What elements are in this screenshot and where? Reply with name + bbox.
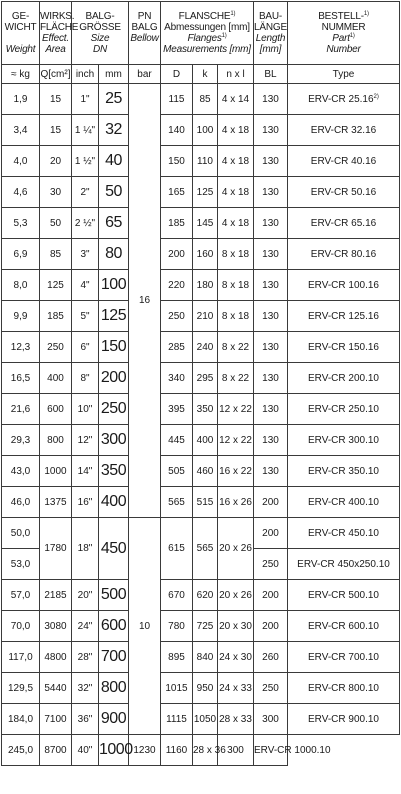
k-cell: 240 xyxy=(193,332,218,363)
unit-weight: ≈ kg xyxy=(2,65,40,84)
area-cell: 1780 xyxy=(40,518,72,580)
d-cell: 895 xyxy=(161,642,193,673)
nxl-cell: 16 x 26 xyxy=(218,487,254,518)
k-cell: 350 xyxy=(193,394,218,425)
inch-cell: 24" xyxy=(72,611,99,642)
weight-cell: 16,5 xyxy=(2,363,40,394)
inch-cell: 10" xyxy=(72,394,99,425)
type-label: ERV-CR 300.10 xyxy=(308,434,379,446)
d-cell: 670 xyxy=(161,580,193,611)
nxl-cell: 20 x 30 xyxy=(218,611,254,642)
weight-cell: 1,9 xyxy=(2,84,40,115)
type-cell xyxy=(288,146,400,177)
table-row xyxy=(2,239,400,270)
weight-cell: 245,0 xyxy=(2,735,40,766)
dn-cell: 50 xyxy=(99,177,129,208)
header-weight: GE- WICHT Weight xyxy=(2,2,40,65)
dn-cell: 25 xyxy=(99,84,129,115)
d-cell: 565 xyxy=(161,487,193,518)
unit-type: Type xyxy=(288,65,400,84)
area-cell: 400 xyxy=(40,363,72,394)
dn-cell: 400 xyxy=(99,487,129,518)
d-cell: 185 xyxy=(161,208,193,239)
weight-cell: 57,0 xyxy=(2,580,40,611)
inch-cell: 1 ¼" xyxy=(72,115,99,146)
weight-cell: 53,0 xyxy=(2,549,40,580)
bl-cell: 300 xyxy=(218,735,254,766)
k-cell: 110 xyxy=(193,146,218,177)
k-cell: 1160 xyxy=(161,735,193,766)
nxl-cell: 16 x 22 xyxy=(218,456,254,487)
inch-cell: 1 ½" xyxy=(72,146,99,177)
unit-area: Q[cm²] xyxy=(40,65,72,84)
unit-nxl: n x l xyxy=(218,65,254,84)
bl-cell: 130 xyxy=(254,456,288,487)
bl-cell: 130 xyxy=(254,425,288,456)
type-cell xyxy=(288,177,400,208)
type-cell xyxy=(288,580,400,611)
d-cell: 285 xyxy=(161,332,193,363)
type-cell xyxy=(254,735,331,766)
k-cell: 295 xyxy=(193,363,218,394)
table-row xyxy=(2,363,400,394)
bl-cell: 130 xyxy=(254,146,288,177)
inch-cell: 18" xyxy=(72,518,99,580)
d-cell: 1115 xyxy=(161,704,193,735)
type-label: ERV-CR 800.10 xyxy=(308,682,379,694)
inch-cell: 8" xyxy=(72,363,99,394)
area-cell: 20 xyxy=(40,146,72,177)
dn-cell: 300 xyxy=(99,425,129,456)
nxl-cell: 4 x 18 xyxy=(218,177,254,208)
type-cell xyxy=(288,456,400,487)
bl-cell: 260 xyxy=(254,642,288,673)
k-cell: 85 xyxy=(193,84,218,115)
inch-cell: 3" xyxy=(72,239,99,270)
unit-bl: BL xyxy=(254,65,288,84)
dn-cell: 150 xyxy=(99,332,129,363)
inch-cell: 36" xyxy=(72,704,99,735)
bl-cell: 130 xyxy=(254,332,288,363)
bl-cell: 250 xyxy=(254,549,288,580)
d-cell: 615 xyxy=(161,518,193,580)
dn-cell: 125 xyxy=(99,301,129,332)
footnote-mark: 2) xyxy=(373,93,379,100)
dn-cell: 32 xyxy=(99,115,129,146)
inch-cell: 16" xyxy=(72,487,99,518)
type-cell xyxy=(288,363,400,394)
type-cell xyxy=(288,301,400,332)
area-cell: 3080 xyxy=(40,611,72,642)
table-row xyxy=(2,115,400,146)
table-row xyxy=(2,673,400,704)
k-cell: 565 xyxy=(193,518,218,580)
dn-cell: 800 xyxy=(99,673,129,704)
pn-cell: 10 xyxy=(129,518,161,735)
bl-cell: 250 xyxy=(254,673,288,704)
area-cell: 600 xyxy=(40,394,72,425)
k-cell: 145 xyxy=(193,208,218,239)
inch-cell: 1" xyxy=(72,84,99,115)
weight-cell: 184,0 xyxy=(2,704,40,735)
type-label: ERV-CR 50.16 xyxy=(310,186,377,198)
type-label: ERV-CR 100.16 xyxy=(308,279,379,291)
dn-cell: 900 xyxy=(99,704,129,735)
d-cell: 165 xyxy=(161,177,193,208)
table-row xyxy=(2,301,400,332)
table-row xyxy=(2,425,400,456)
header-row xyxy=(2,2,400,65)
header-flange: FLANSCHE$^{1)}$ Abmessungen [mm] Flanges$^{1)}$ Measurements [mm] xyxy=(161,2,254,65)
type-label: ERV-CR 400.10 xyxy=(308,496,379,508)
nxl-cell: 12 x 22 xyxy=(218,394,254,425)
k-cell: 460 xyxy=(193,456,218,487)
unit-mm: mm xyxy=(99,65,129,84)
k-cell: 725 xyxy=(193,611,218,642)
inch-cell: 20" xyxy=(72,580,99,611)
type-cell xyxy=(288,487,400,518)
d-cell: 250 xyxy=(161,301,193,332)
table-row xyxy=(2,177,400,208)
nxl-cell: 8 x 18 xyxy=(218,239,254,270)
bl-cell: 130 xyxy=(254,239,288,270)
nxl-cell: 8 x 22 xyxy=(218,363,254,394)
header-order: BESTELL-$^{1)}$ NUMMER Part$^{1)}$ Number xyxy=(288,2,400,65)
weight-cell: 3,4 xyxy=(2,115,40,146)
table-row xyxy=(2,394,400,425)
type-cell xyxy=(288,642,400,673)
type-label: ERV-CR 25.16 xyxy=(308,93,374,105)
type-label: ERV-CR 600.10 xyxy=(308,620,379,632)
k-cell: 1050 xyxy=(193,704,218,735)
bl-cell: 300 xyxy=(254,704,288,735)
bl-cell: 130 xyxy=(254,177,288,208)
unit-inch: inch xyxy=(72,65,99,84)
area-cell: 50 xyxy=(40,208,72,239)
area-cell: 4800 xyxy=(40,642,72,673)
nxl-cell: 8 x 18 xyxy=(218,270,254,301)
nxl-cell: 24 x 33 xyxy=(218,673,254,704)
weight-cell: 5,3 xyxy=(2,208,40,239)
inch-cell: 40" xyxy=(72,735,99,766)
bl-cell: 130 xyxy=(254,115,288,146)
bl-cell: 130 xyxy=(254,208,288,239)
type-label: ERV-CR 32.16 xyxy=(310,124,377,136)
type-label: ERV-CR 1000.10 xyxy=(254,744,331,756)
bl-cell: 130 xyxy=(254,301,288,332)
dn-cell: 600 xyxy=(99,611,129,642)
table-row xyxy=(2,704,400,735)
type-cell xyxy=(288,704,400,735)
d-cell: 445 xyxy=(161,425,193,456)
type-label: ERV-CR 250.10 xyxy=(308,403,379,415)
nxl-cell: 4 x 18 xyxy=(218,115,254,146)
d-cell: 140 xyxy=(161,115,193,146)
bl-cell: 130 xyxy=(254,270,288,301)
area-cell: 8700 xyxy=(40,735,72,766)
nxl-cell: 8 x 22 xyxy=(218,332,254,363)
pn-cell: 16 xyxy=(129,84,161,518)
bl-cell: 200 xyxy=(254,518,288,549)
header-area: WIRKS. FLÄCHE Effect. Area xyxy=(40,2,72,65)
k-cell: 180 xyxy=(193,270,218,301)
weight-cell: 29,3 xyxy=(2,425,40,456)
area-cell: 15 xyxy=(40,115,72,146)
dn-cell: 350 xyxy=(99,456,129,487)
unit-bar: bar xyxy=(129,65,161,84)
type-label: ERV-CR 350.10 xyxy=(308,465,379,477)
dn-cell: 40 xyxy=(99,146,129,177)
table-row xyxy=(2,146,400,177)
inch-cell: 5" xyxy=(72,301,99,332)
weight-cell: 9,9 xyxy=(2,301,40,332)
table-row xyxy=(2,84,400,115)
unit-k: k xyxy=(193,65,218,84)
type-label: ERV-CR 65.16 xyxy=(310,217,377,229)
unit-d: D xyxy=(161,65,193,84)
d-cell: 150 xyxy=(161,146,193,177)
weight-cell: 4,0 xyxy=(2,146,40,177)
nxl-cell: 4 x 18 xyxy=(218,146,254,177)
inch-cell: 12" xyxy=(72,425,99,456)
k-cell: 840 xyxy=(193,642,218,673)
header-pn: PN BALG Bellow xyxy=(129,2,161,65)
nxl-cell: 4 x 14 xyxy=(218,84,254,115)
type-label: ERV-CR 125.16 xyxy=(308,310,379,322)
type-cell xyxy=(288,208,400,239)
weight-cell: 117,0 xyxy=(2,642,40,673)
k-cell: 160 xyxy=(193,239,218,270)
d-cell: 340 xyxy=(161,363,193,394)
weight-cell: 6,9 xyxy=(2,239,40,270)
weight-cell: 21,6 xyxy=(2,394,40,425)
bl-cell: 200 xyxy=(254,487,288,518)
d-cell: 220 xyxy=(161,270,193,301)
table-row xyxy=(2,332,400,363)
weight-cell: 8,0 xyxy=(2,270,40,301)
inch-cell: 2" xyxy=(72,177,99,208)
area-cell: 7100 xyxy=(40,704,72,735)
bl-cell: 130 xyxy=(254,84,288,115)
area-cell: 1375 xyxy=(40,487,72,518)
d-cell: 1230 xyxy=(129,735,161,766)
nxl-cell: 12 x 22 xyxy=(218,425,254,456)
area-cell: 5440 xyxy=(40,673,72,704)
dn-cell: 200 xyxy=(99,363,129,394)
type-cell xyxy=(288,84,400,115)
area-cell: 125 xyxy=(40,270,72,301)
type-cell: ERV-CR 450x250.10 xyxy=(288,549,400,580)
type-cell: ERV-CR 450.10 xyxy=(288,518,400,549)
nxl-cell: 28 x 33 xyxy=(218,704,254,735)
inch-cell: 28" xyxy=(72,642,99,673)
d-cell: 115 xyxy=(161,84,193,115)
area-cell: 2185 xyxy=(40,580,72,611)
type-cell xyxy=(288,611,400,642)
inch-cell: 4" xyxy=(72,270,99,301)
dn-cell: 100 xyxy=(99,270,129,301)
dn-cell: 250 xyxy=(99,394,129,425)
k-cell: 210 xyxy=(193,301,218,332)
weight-cell: 12,3 xyxy=(2,332,40,363)
dn-cell: 80 xyxy=(99,239,129,270)
type-cell xyxy=(288,332,400,363)
inch-cell: 6" xyxy=(72,332,99,363)
inch-cell: 14" xyxy=(72,456,99,487)
nxl-cell: 20 x 26 xyxy=(218,518,254,580)
bl-cell: 130 xyxy=(254,394,288,425)
dimension-table xyxy=(1,1,400,766)
table-row xyxy=(2,487,400,518)
dn-cell: 500 xyxy=(99,580,129,611)
type-label: ERV-CR 700.10 xyxy=(308,651,379,663)
dn-cell: 1000 xyxy=(99,735,129,766)
area-cell: 185 xyxy=(40,301,72,332)
header-length: BAU- LÄNGE Length [mm] xyxy=(254,2,288,65)
type-cell xyxy=(288,673,400,704)
type-label: ERV-CR 200.10 xyxy=(308,372,379,384)
nxl-cell: 20 x 26 xyxy=(218,580,254,611)
dn-cell: 65 xyxy=(99,208,129,239)
bl-cell: 200 xyxy=(254,611,288,642)
inch-cell: 32" xyxy=(72,673,99,704)
weight-cell: 46,0 xyxy=(2,487,40,518)
area-cell: 250 xyxy=(40,332,72,363)
type-cell xyxy=(288,394,400,425)
units-row xyxy=(2,65,400,84)
d-cell: 780 xyxy=(161,611,193,642)
dn-cell: 700 xyxy=(99,642,129,673)
inch-cell: 2 ½" xyxy=(72,208,99,239)
area-cell: 1000 xyxy=(40,456,72,487)
bl-cell: 200 xyxy=(254,580,288,611)
d-cell: 505 xyxy=(161,456,193,487)
table-row xyxy=(2,456,400,487)
k-cell: 515 xyxy=(193,487,218,518)
type-label: ERV-CR 80.16 xyxy=(310,248,377,260)
nxl-cell: 28 x 36 xyxy=(193,735,218,766)
d-cell: 200 xyxy=(161,239,193,270)
dn-cell: 450 xyxy=(99,518,129,580)
weight-cell: 4,6 xyxy=(2,177,40,208)
table-row xyxy=(2,518,400,549)
weight-cell: 50,0 xyxy=(2,518,40,549)
table-row xyxy=(2,735,400,766)
table-row xyxy=(2,270,400,301)
nxl-cell: 24 x 30 xyxy=(218,642,254,673)
area-cell: 15 xyxy=(40,84,72,115)
k-cell: 100 xyxy=(193,115,218,146)
weight-cell: 70,0 xyxy=(2,611,40,642)
weight-cell: 129,5 xyxy=(2,673,40,704)
d-cell: 395 xyxy=(161,394,193,425)
table-row xyxy=(2,580,400,611)
area-cell: 85 xyxy=(40,239,72,270)
k-cell: 125 xyxy=(193,177,218,208)
weight-cell: 43,0 xyxy=(2,456,40,487)
type-cell xyxy=(288,239,400,270)
area-cell: 800 xyxy=(40,425,72,456)
type-label: ERV-CR 900.10 xyxy=(308,713,379,725)
k-cell: 400 xyxy=(193,425,218,456)
header-size: BALG- GRÖSSE Size DN xyxy=(72,2,129,65)
d-cell: 1015 xyxy=(161,673,193,704)
table-row xyxy=(2,208,400,239)
area-cell: 30 xyxy=(40,177,72,208)
table-row xyxy=(2,611,400,642)
type-cell xyxy=(288,270,400,301)
k-cell: 620 xyxy=(193,580,218,611)
type-label: ERV-CR 500.10 xyxy=(308,589,379,601)
nxl-cell: 8 x 18 xyxy=(218,301,254,332)
bl-cell: 130 xyxy=(254,363,288,394)
nxl-cell: 4 x 18 xyxy=(218,208,254,239)
table-row xyxy=(2,642,400,673)
type-label: ERV-CR 150.16 xyxy=(308,341,379,353)
type-label: ERV-CR 40.16 xyxy=(310,155,377,167)
k-cell: 950 xyxy=(193,673,218,704)
type-cell xyxy=(288,115,400,146)
type-cell xyxy=(288,425,400,456)
